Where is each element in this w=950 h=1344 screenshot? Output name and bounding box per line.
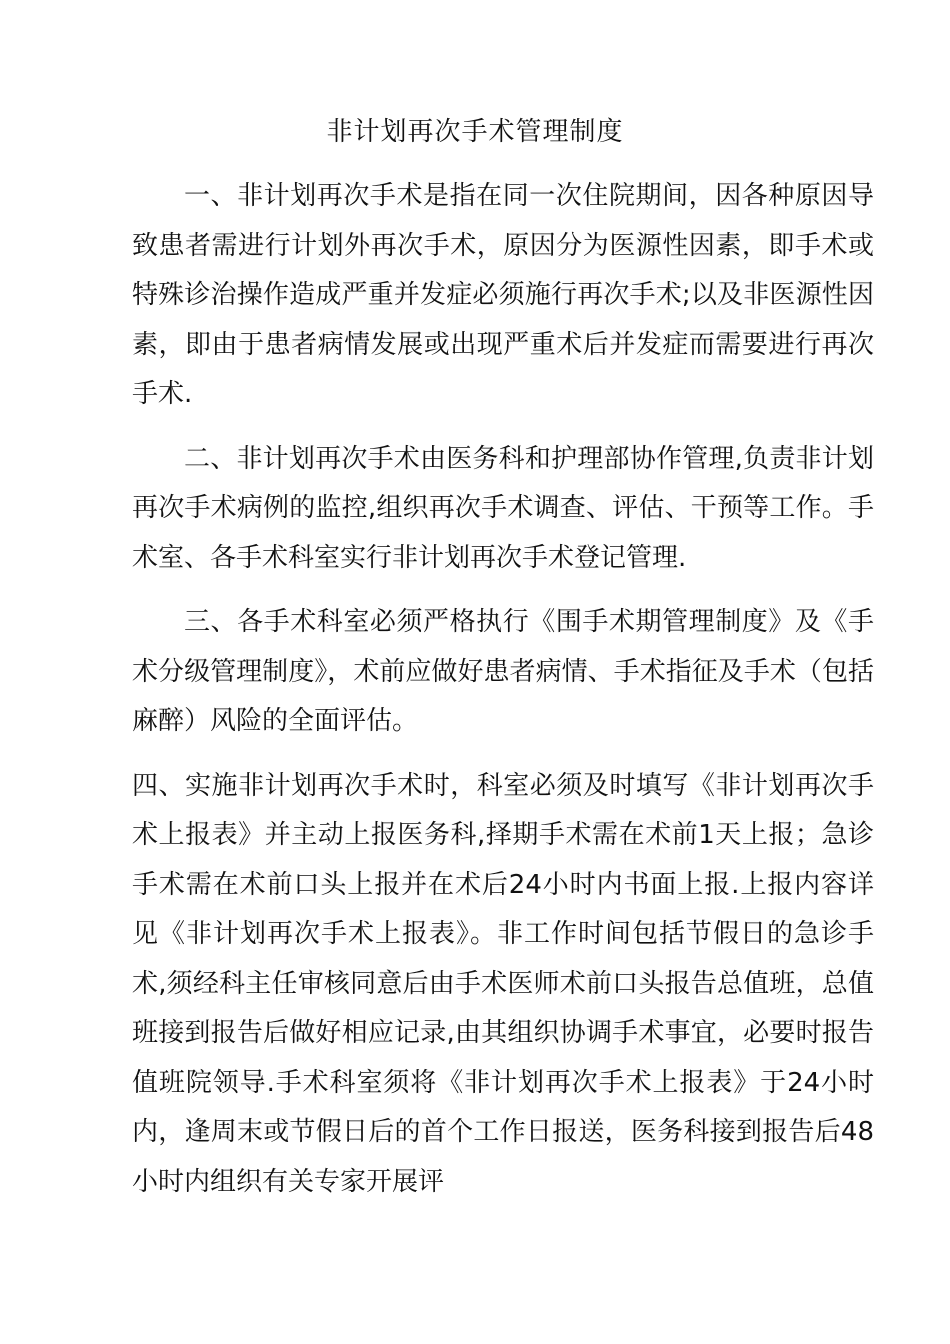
- document-title: 非计划再次手术管理制度: [326, 117, 624, 147]
- document-body: [132, 172, 874, 1207]
- paragraph-gap: [132, 420, 874, 435]
- paragraph-4: 四、实施非计划再次手术时，科室必须及时填写《非计划再次手术上报表》并主动上报医务科,择期手术需在术前1天上报；急诊手术需在术前口头上报并在术后24小时内书面上报.上报内容详见《非计划再次手术上报表》。非工作时间包括节假日的急诊手术,须经科主任审核同意后由手术医师术前口头报告总值班，总值班接到报告后做好相应记录,由其组织协调手术事宜，必要时报告值班院领导.手术科室须将《非计划再次手术上报表》于24小时内，逢周末或节假日后的首个工作日报送，医务科接到报告后48小时内组织有关专家开展评: [132, 770, 874, 1197]
- paragraph-gap: [132, 583, 874, 598]
- paragraph-1: 一、非计划再次手术是指在同一次住院期间，因各种原因导致患者需进行计划外再次手术，原因分为医源性因素，即手术或特殊诊治操作造成严重并发症必须施行再次手术;以及非医源性因素，即由于患者病情发展或出现严重术后并发症而需要进行再次手术.: [132, 181, 874, 409]
- paragraph-3: 三、各手术科室必须严格执行《围手术期管理制度》及《手术分级管理制度》，术前应做好患者病情、手术指征及手术（包括麻醉）风险的全面评估。: [132, 607, 874, 736]
- paragraph-gap: [132, 747, 874, 762]
- paragraph-2: 二、非计划再次手术由医务科和护理部协作管理,负责非计划再次手术病例的监控,组织再次手术调查、评估、干预等工作。手术室、各手术科室实行非计划再次手术登记管理.: [132, 443, 874, 573]
